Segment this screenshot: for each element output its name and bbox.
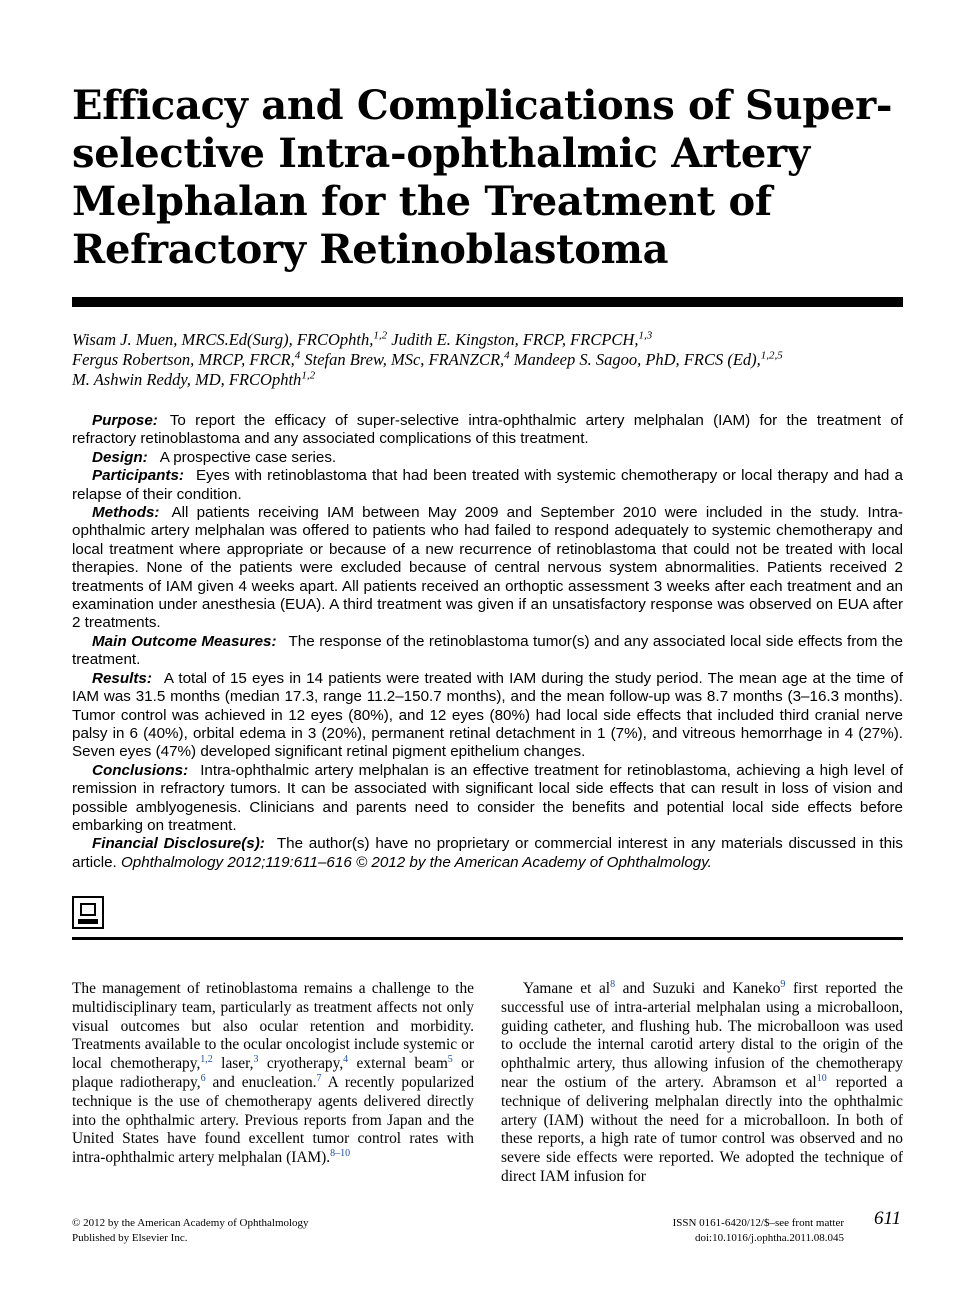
section-label: Design: xyxy=(92,448,148,466)
doi: doi:10.1016/j.ophtha.2011.08.045 xyxy=(694,1232,844,1244)
abstract-purpose xyxy=(72,412,903,449)
body-column-right xyxy=(501,980,903,1187)
publisher-notice: Published by Elsevier Inc. xyxy=(72,1232,188,1244)
section-text: Intra-ophthalmic artery melphalan is an effective treatment for retinoblastoma, achieving a high level of remission in refractory tumors. It can be associated with significant local side effects that can result in loss of vision and possible amblyogenesis. Clinicians and parents need to consider the benefits and potential local side effects before embarking on treatment. xyxy=(72,761,903,834)
section-label: Participants: xyxy=(92,467,184,485)
reference-link[interactable]: 1,2 xyxy=(200,1054,213,1066)
author-line-3 xyxy=(72,370,902,390)
reference-link[interactable]: 9 xyxy=(780,978,786,990)
article-title: Efficacy and Complications of Super-selective Intra-ophthalmic Artery Melphalan for the Treatment of Refractory Retinoblastoma xyxy=(72,82,893,273)
affiliation-ref: 1,2 xyxy=(301,369,316,382)
reference-link[interactable]: 10 xyxy=(816,1072,827,1084)
abstract-rule xyxy=(72,937,903,940)
section-label: Main Outcome Measures: xyxy=(92,632,277,650)
author-name: Wisam J. Muen, MRCS.Ed(Surg), FRCOphth, xyxy=(72,330,374,349)
abstract-conclusions xyxy=(72,762,903,836)
reference-link[interactable]: 7 xyxy=(316,1072,322,1084)
abstract-results xyxy=(72,670,903,762)
author-name: Fergus Robertson, MRCP, FRCR, xyxy=(72,350,295,369)
body-paragraph: Yamane et $al^8$ and Suzuki and Kaneko$^9$ first reported the successful use of intra-arterial melphalan using a microballoon, guiding catheter, and flushing hub. The microballoon was used to occlude the internal carotid artery distal to the origin of the ophthalmic artery, thus allowing infusion of the chemotherapy near the ostium of the artery. Abramson et $al^{10}$ reported a technique of delivering melphalan directly into the ophthalmic artery (IAM) without the need for a microballoon. In both of these reports, a high rate of tumor control was observed and no severe side effects were reported. We adopted the technique of direct IAM infusion for xyxy=(501,978,903,1185)
section-text: The author(s) have no proprietary or commercial interest in any materials discussed in this article. xyxy=(72,835,903,871)
section-label: Methods: xyxy=(92,504,160,522)
author-name: Stefan Brew, MSc, FRANZCR, xyxy=(300,350,505,369)
reference-link[interactable]: 8 xyxy=(610,978,616,990)
computer-monitor-icon xyxy=(72,896,104,929)
abstract-methods xyxy=(72,504,903,633)
reference-link[interactable]: 6 xyxy=(200,1072,206,1084)
abstract-outcome-measures xyxy=(72,633,903,670)
author-name: Mandeep S. Sagoo, PhD, FRCS (Ed), xyxy=(509,350,761,369)
author-line-1 xyxy=(72,330,902,350)
section-text: To report the efficacy of super-selective intra-ophthalmic artery melphalan (IAM) for the treatment of refractory retinoblastoma and any associated complications of this treatment. xyxy=(72,412,903,448)
copyright-notice: © 2012 by the American Academy of Ophthalmology xyxy=(72,1217,309,1229)
section-label: Conclusions: xyxy=(92,761,189,779)
abstract-financial-disclosure xyxy=(72,835,903,872)
abstract-design xyxy=(72,449,903,467)
body-paragraph: The management of retinoblastoma remains a challenge to the multidisciplinary team, particularly as treatment affects not only visual outcomes but also ocular retention and morbidity. Treatments available to the ocular oncologist include systemic or local chemotherapy,$^{1,2}$ laser,$^3$ cryotherapy,$^4$ external beam$^5$ or plaque radiotherapy,$^6$ and enucleation.$^7$ A recently popularized technique is the use of chemotherapy agents delivered directly into the ophthalmic artery. Previous reports from Japan and the United States have found excellent tumor control rates with intra-ophthalmic artery melphalan (IAM).$^{8-10}$ xyxy=(72,980,475,1167)
section-label: Results: xyxy=(92,669,152,687)
abstract xyxy=(72,412,903,872)
author-name: M. Ashwin Reddy, MD, FRCOphth xyxy=(72,370,302,389)
reference-link[interactable]: 8–10 xyxy=(330,1148,351,1160)
affiliation-ref: 1,2 xyxy=(373,329,388,342)
author-line-2 xyxy=(72,350,902,370)
footer-copyright-block xyxy=(72,1216,309,1246)
journal-citation: Ophthalmology 2012;119:611–616 © 2012 by the American Academy of Ophthalmology. xyxy=(120,853,712,871)
affiliation-ref: 4 xyxy=(294,349,301,362)
reference-link[interactable]: 4 xyxy=(343,1054,349,1066)
affiliation-ref: 1,2,5 xyxy=(760,349,783,362)
section-label: Financial Disclosure(s): xyxy=(92,835,265,853)
section-text: A prospective case series. xyxy=(159,448,337,466)
section-text: Eyes with retinoblastoma that had been treated with systemic chemotherapy or local therapy and had a relapse of their condition. xyxy=(72,467,903,503)
author-list xyxy=(72,330,902,390)
page-number: 611 xyxy=(874,1208,902,1229)
section-text: All patients receiving IAM between May 2009 and September 2010 were included in the study. Intra-ophthalmic artery melphalan was offered to patients who had failed to respond adequately to systemic chemotherapy and local treatment where appropriate or because of a new recurrence of retinoblastoma that could not be treated with local therapies. None of the patients were excluded because of central nervous system abnormalities. Patients received 2 treatments of IAM given 4 weeks apart. All patients received an orthoptic assessment 3 weeks after each treatment and an examination under anesthesia (EUA). A third treatment was given if an unsatisfactory response was observed on EUA after 2 treatments. xyxy=(72,504,903,632)
footer-identifiers xyxy=(673,1216,844,1246)
author-name: Judith E. Kingston, FRCP, FRCPCH, xyxy=(387,330,639,349)
reference-link[interactable]: 3 xyxy=(253,1054,259,1066)
body-column-left xyxy=(72,980,474,1168)
affiliation-ref: 1,3 xyxy=(638,329,653,342)
section-label: Purpose: xyxy=(92,412,158,429)
reference-link[interactable]: 5 xyxy=(447,1054,453,1066)
abstract-participants xyxy=(72,467,903,504)
affiliation-ref: 4 xyxy=(504,349,510,362)
section-text: The response of the retinoblastoma tumor(s) and any associated local side effects from the treatment. xyxy=(72,632,903,669)
title-rule xyxy=(72,297,903,307)
issn: ISSN 0161-6420/12/$–see front matter xyxy=(672,1217,844,1229)
section-text: A total of 15 eyes in 14 patients were treated with IAM during the study period. The mean age at the time of IAM was 31.5 months (median 17.3, range 11.2–150.7 months), and the mean follow-up was 8.7 months (3–16.3 months). Tumor control was achieved in 12 eyes (80%), and 12 eyes (80%) had local side effects that included third cranial nerve palsy in 6 (40%), orbital edema in 3 (20%), permanent retinal detachment in 1 (7%), and vitreous hemorrhage in 4 (27%). Seven eyes (47%) developed significant retinal pigment epithelium changes. xyxy=(72,669,903,761)
